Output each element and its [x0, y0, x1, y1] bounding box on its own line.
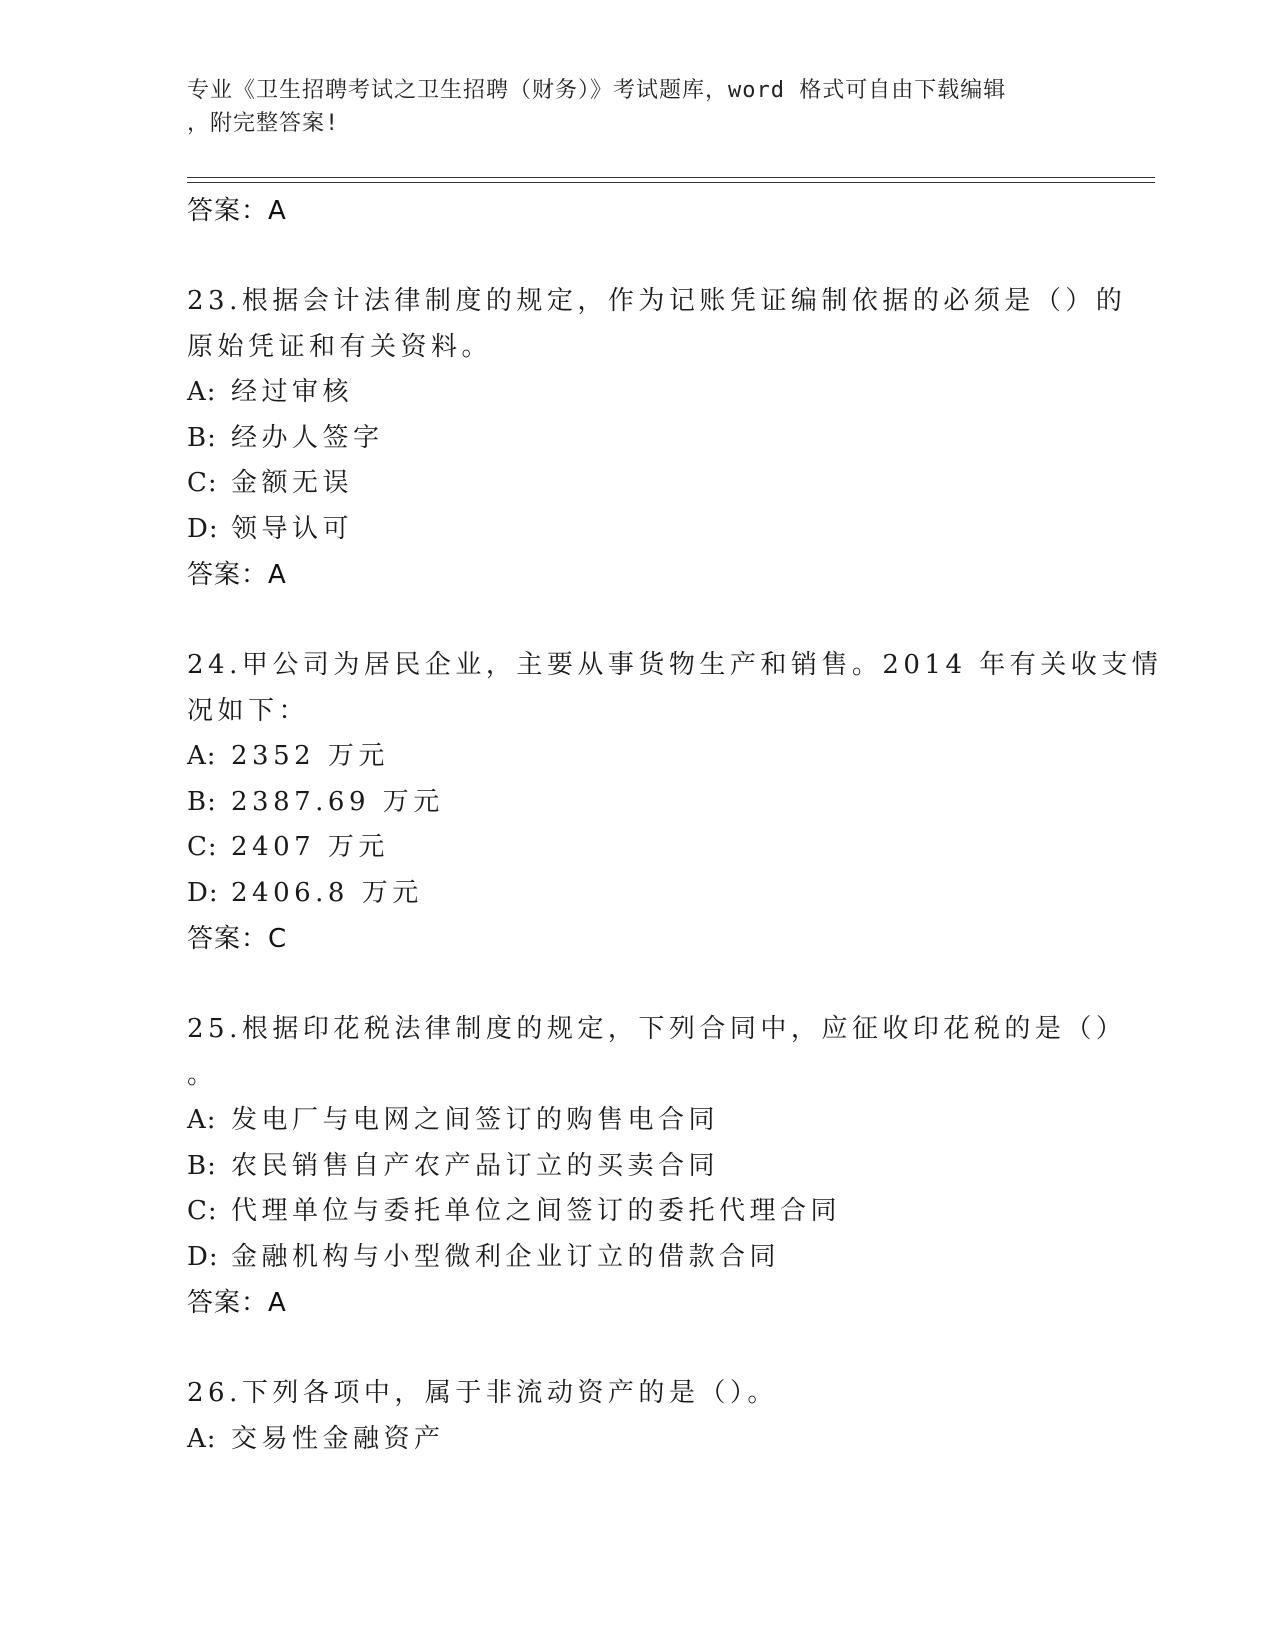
option-key: A:	[187, 1423, 217, 1454]
option-text: 2352 万元	[231, 741, 389, 771]
option-a	[187, 1417, 1087, 1463]
option-key: D:	[187, 1241, 219, 1272]
header-divider-bottom	[187, 182, 1155, 183]
option-a	[187, 734, 1087, 780]
option-key: B:	[187, 786, 217, 817]
option-text: 经过审核	[231, 377, 354, 407]
header-divider-top	[187, 177, 1155, 178]
answer-line: 答案：C	[187, 924, 288, 954]
option-d	[187, 507, 1087, 553]
option-text: 经办人签字	[231, 422, 384, 453]
option-key: C:	[187, 1196, 218, 1226]
question-text-line: 。	[187, 1059, 218, 1090]
option-a	[187, 1098, 1087, 1144]
question-text-line: 26.下列各项中，属于非流动资产的是（）。	[187, 1378, 778, 1408]
question-block	[187, 643, 1163, 962]
spacer	[187, 598, 1087, 643]
option-key: D:	[187, 513, 219, 544]
spacer	[187, 234, 1087, 279]
question-block	[187, 1371, 1087, 1462]
option-d	[187, 871, 1087, 917]
option-text: 金额无误	[231, 468, 354, 498]
option-key: C:	[187, 832, 218, 862]
header-line-1: 专业《卫生招聘考试之卫生招聘（财务）》考试题库，word 格式可自由下载编辑	[187, 78, 1007, 103]
previous-answer: 答案：A	[187, 196, 287, 226]
option-text: 交易性金融资产	[231, 1423, 445, 1454]
option-text: 金融机构与小型微利企业订立的借款合同	[231, 1241, 781, 1272]
option-text: 发电厂与电网之间签订的购售电合同	[231, 1105, 720, 1135]
option-key: C:	[187, 468, 218, 498]
question-block	[187, 1007, 1127, 1326]
option-a	[187, 370, 1087, 416]
question-text-line: 况如下：	[187, 695, 310, 726]
option-c	[187, 461, 1087, 507]
option-text: 代理单位与委托单位之间签订的委托代理合同	[231, 1196, 842, 1226]
answer-line: 答案：A	[187, 560, 287, 590]
option-key: A:	[187, 1105, 217, 1135]
option-text: 2406.8 万元	[231, 877, 423, 908]
question-block	[187, 279, 1127, 598]
question-text-line: 25.根据印花税法律制度的规定，下列合同中，应征收印花税的是（）	[187, 1014, 1127, 1044]
option-text: 农民销售自产农产品订立的买卖合同	[231, 1150, 720, 1181]
option-key: D:	[187, 877, 219, 908]
option-text: 领导认可	[231, 513, 354, 544]
option-b	[187, 1144, 1087, 1190]
option-c	[187, 825, 1087, 871]
spacer	[187, 962, 1087, 1007]
option-text: 2407 万元	[231, 832, 389, 862]
option-key: B:	[187, 422, 217, 453]
option-d	[187, 1235, 1087, 1281]
answer-line: 答案：A	[187, 1288, 287, 1318]
header-line-2: ，附完整答案!	[187, 111, 340, 136]
option-b	[187, 416, 1087, 462]
option-key: B:	[187, 1150, 217, 1181]
option-b	[187, 780, 1087, 826]
question-text-line: 23.根据会计法律制度的规定，作为记账凭证编制依据的必须是（）的	[187, 286, 1127, 316]
spacer	[187, 1326, 1087, 1371]
option-text: 2387.69 万元	[231, 786, 444, 817]
option-key: A:	[187, 741, 217, 771]
question-list	[187, 188, 1163, 1462]
question-text-line: 原始凭证和有关资料。	[187, 331, 493, 362]
option-key: A:	[187, 377, 217, 407]
question-text-line: 24.甲公司为居民企业，主要从事货物生产和销售。2014 年有关收支情	[187, 650, 1163, 680]
document-header	[187, 74, 1087, 140]
option-c	[187, 1189, 1087, 1235]
